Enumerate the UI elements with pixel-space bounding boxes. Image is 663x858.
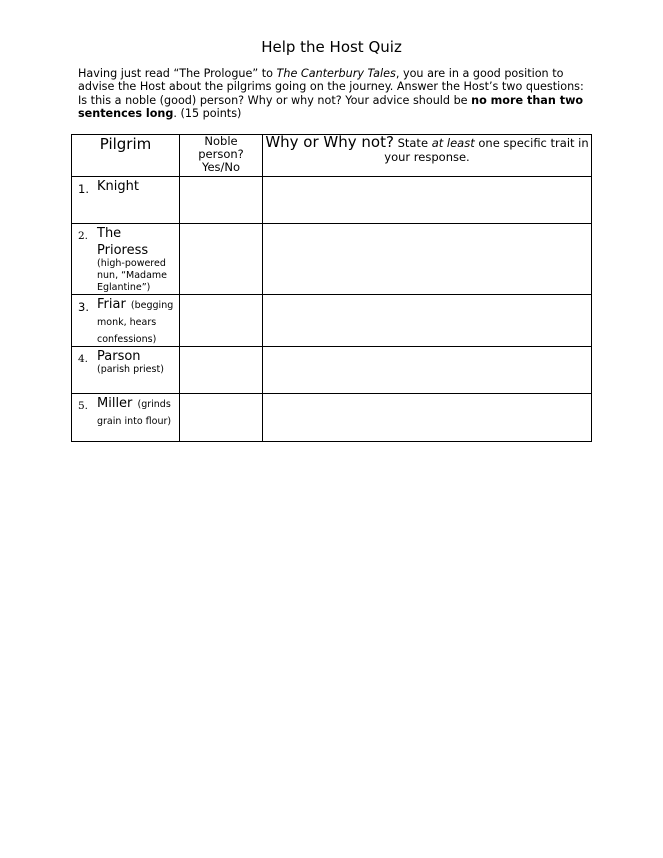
header-why-title: Why or Why not? xyxy=(265,133,394,151)
page-title: Help the Host Quiz xyxy=(261,38,402,56)
instructions xyxy=(78,67,588,121)
noble-answer-cell[interactable] xyxy=(180,224,263,295)
table-row xyxy=(72,295,592,347)
row-number: 2. xyxy=(78,230,89,242)
points-note: . (15 points) xyxy=(173,107,242,121)
pilgrim-cell xyxy=(72,347,180,394)
reason-answer-cell[interactable] xyxy=(263,295,592,347)
row-number: 5. xyxy=(78,400,89,412)
pilgrim-cell xyxy=(72,394,180,442)
quiz-table xyxy=(71,134,592,442)
header-why-text2: one specific trait in your response. xyxy=(384,136,589,164)
pilgrim-name: Miller xyxy=(97,396,133,411)
row-number: 1. xyxy=(78,182,89,196)
table-row xyxy=(72,224,592,295)
noble-answer-cell[interactable] xyxy=(180,347,263,394)
noble-answer-cell[interactable] xyxy=(180,177,263,224)
pilgrim-cell xyxy=(72,224,180,295)
pilgrim-description: (grinds grain into flour) xyxy=(97,399,172,427)
pilgrim-description: (parish priest) xyxy=(97,364,164,375)
table-row xyxy=(72,394,592,442)
header-why-emphasis: at least xyxy=(431,136,475,150)
pilgrim-cell xyxy=(72,295,180,347)
header-why xyxy=(263,135,592,177)
pilgrim-name: Friar xyxy=(97,297,126,312)
noble-answer-cell[interactable] xyxy=(180,295,263,347)
table-row xyxy=(72,347,592,394)
reason-answer-cell[interactable] xyxy=(263,224,592,295)
table-row xyxy=(72,177,592,224)
pilgrim-cell xyxy=(72,177,180,224)
table-header-row xyxy=(72,135,592,177)
header-pilgrim: Pilgrim xyxy=(72,135,180,177)
row-number: 3. xyxy=(78,300,89,314)
reason-answer-cell[interactable] xyxy=(263,347,592,394)
length-requirement: no more than two sentences long xyxy=(78,93,584,121)
noble-answer-cell[interactable] xyxy=(180,394,263,442)
pilgrim-name: Parson xyxy=(97,349,141,364)
reason-answer-cell[interactable] xyxy=(263,177,592,224)
book-title: The Canterbury Tales xyxy=(276,67,396,80)
pilgrim-description: (begging monk, hears confessions) xyxy=(97,300,174,345)
row-number: 4. xyxy=(78,353,89,365)
instructions-part1: Having just read “The Prologue” to xyxy=(78,67,277,80)
header-noble: Noble person? Yes/No xyxy=(180,135,263,177)
reason-answer-cell[interactable] xyxy=(263,394,592,442)
pilgrim-description: (high-powered nun, “Madame Eglantine”) xyxy=(97,258,167,293)
pilgrim-name: Knight xyxy=(97,179,139,194)
instructions-part2: , you are in a good position to advise the Host about the pilgrims going on the journey. Answer the Host’s two questions: Is this a noble (good) person? Why or why not? Your advice should be xyxy=(78,67,584,107)
header-why-text1: State xyxy=(393,136,432,150)
pilgrim-name: The Prioress xyxy=(97,226,149,258)
